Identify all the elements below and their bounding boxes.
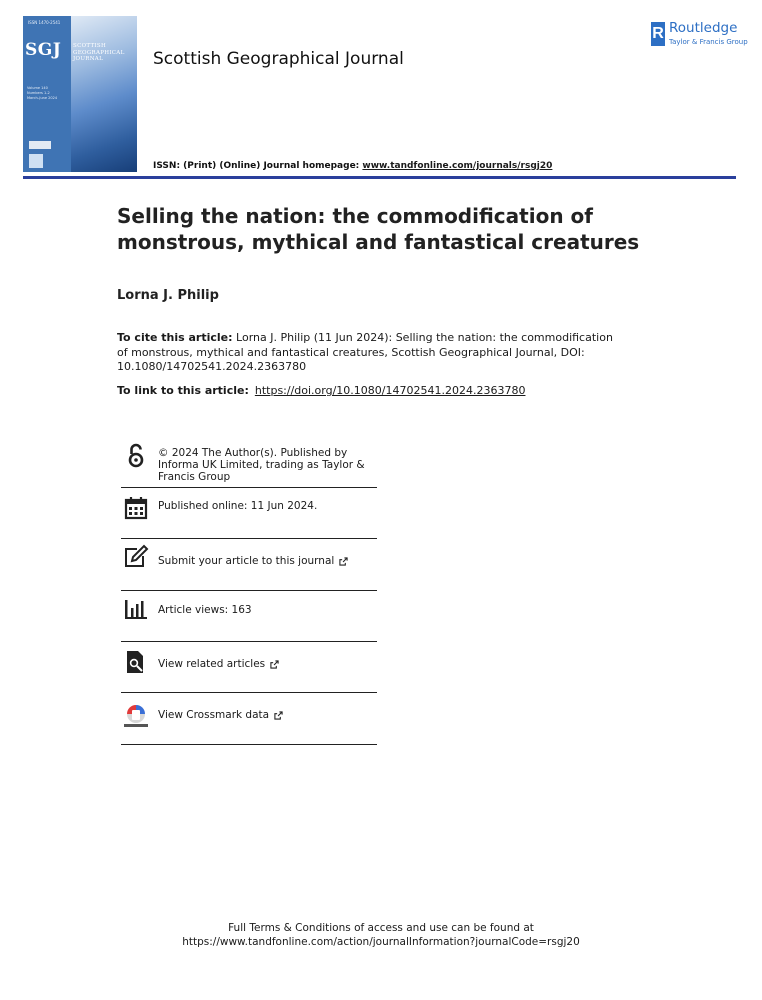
cover-volume — [27, 86, 57, 101]
article-doi-link[interactable]: https://doi.org/10.1080/14702541.2024.2363780 — [254, 384, 526, 397]
external-link-icon — [339, 557, 348, 566]
external-link-icon — [270, 660, 279, 669]
cover-publisher-logo — [29, 141, 51, 149]
crossmark-link[interactable] — [158, 709, 380, 721]
cover-volume-line: March–June 2024 — [27, 96, 58, 100]
cover-title-line: JOURNAL — [73, 56, 104, 62]
bar-chart-icon — [123, 596, 149, 622]
issn-label: ISSN: (Print) (Online) Journal homepage: — [153, 161, 363, 171]
submit-article-link[interactable] — [158, 555, 380, 567]
external-link-icon — [274, 711, 283, 720]
open-access-row — [121, 441, 377, 488]
footer-line-1: Full Terms & Conditions of access and use can be found at — [228, 922, 534, 934]
article-author: Lorna J. Philip — [117, 288, 219, 303]
cover-volume-line: Volume 140 — [27, 86, 48, 90]
submit-article-row[interactable] — [121, 538, 377, 591]
cover-artwork — [71, 16, 137, 172]
search-document-icon — [123, 649, 149, 675]
crossmark-row[interactable] — [121, 692, 377, 745]
routledge-logo-icon: R — [651, 22, 665, 46]
cover-society-logo — [29, 154, 43, 168]
publisher-subname: Taylor & Francis Group — [669, 38, 748, 46]
cite-text: Lorna J. Philip (11 Jun 2024): Selling the nation: the commodification of monstrous, mythical and fantastical creatures, Scottish Geographical Journal, DOI: — [117, 331, 613, 359]
cover-volume-line: Numbers 1-2 — [27, 91, 50, 95]
related-articles-link[interactable] — [158, 658, 380, 670]
submit-article-label: Submit your article to this journal — [158, 555, 335, 567]
journal-cover-image — [23, 16, 137, 172]
citation-block — [117, 331, 617, 375]
related-articles-row[interactable] — [121, 641, 377, 693]
journal-homepage-link[interactable]: www.tandfonline.com/journals/rsgj20 — [362, 161, 553, 171]
article-title: Selling the nation: the commodification of monstrous, mythical and fantastical creatures — [117, 204, 640, 254]
terms-footer — [0, 921, 762, 949]
article-views-row — [121, 590, 377, 642]
cover-title-line: GEOGRAPHICAL — [73, 49, 125, 56]
cover-abbreviation: SGJ — [25, 40, 62, 60]
related-articles-label: View related articles — [158, 658, 266, 670]
cite-doi-link[interactable]: 10.1080/14702541.2024.2363780 — [117, 360, 307, 373]
edit-icon — [123, 544, 149, 570]
calendar-icon — [123, 495, 149, 521]
crossmark-icon — [123, 703, 149, 729]
article-views: Article views: 163 — [158, 604, 252, 616]
footer-terms-link[interactable]: https://www.tandfonline.com/action/journalInformation?journalCode=rsgj20 — [182, 936, 580, 948]
cover-issn: ISSN 1470-2541 — [28, 20, 61, 25]
header-divider — [23, 176, 736, 179]
publisher-name: Routledge — [669, 20, 738, 36]
published-date: Published online: 11 Jun 2024. — [158, 500, 318, 512]
cover-title-line: SCOTTISH — [73, 43, 107, 49]
crossmark-label: View Crossmark data — [158, 709, 270, 721]
open-access-icon — [123, 443, 149, 469]
license-text: © 2024 The Author(s). Published by Informa UK Limited, trading as Taylor & Francis Group — [158, 447, 365, 483]
journal-title: Scottish Geographical Journal — [153, 49, 404, 69]
published-row — [121, 487, 377, 539]
link-label: To link to this article: — [117, 384, 249, 397]
article-link-line — [117, 384, 525, 397]
cover-title — [73, 43, 125, 63]
issn-line — [153, 161, 552, 171]
cite-label: To cite this article: — [117, 331, 233, 344]
